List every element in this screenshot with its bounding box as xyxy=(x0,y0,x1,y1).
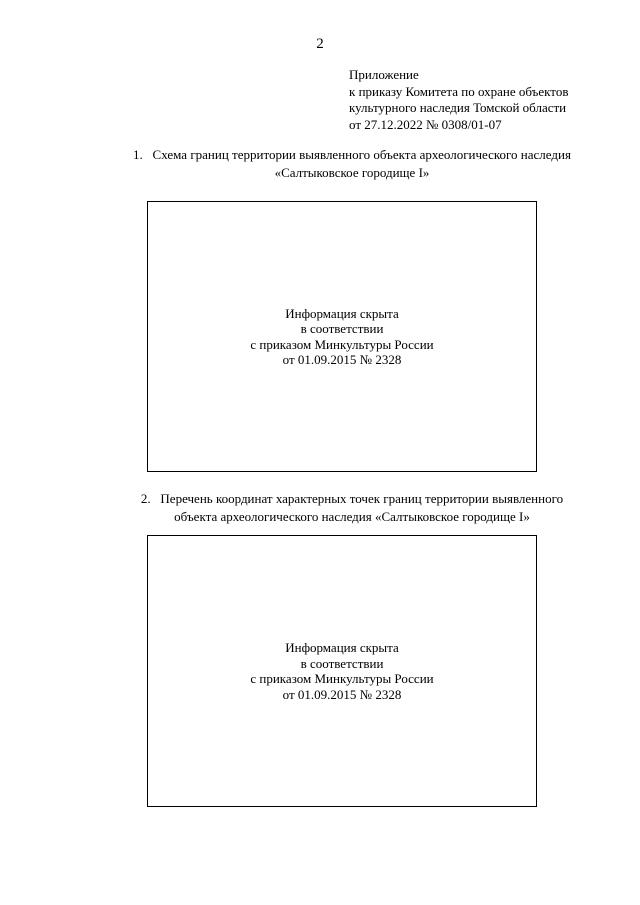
notice-line: от 01.09.2015 № 2328 xyxy=(282,352,402,367)
section-1-title: Схема границ территории выявленного объекта археологического наследия xyxy=(152,147,571,162)
section-2-number: 2. xyxy=(140,491,151,506)
section-2-heading-line-1 xyxy=(96,490,608,508)
appendix-line: к приказу Комитета по охране объектов xyxy=(349,83,569,99)
section-1-heading-line-2: «Салтыковское городище I» xyxy=(274,165,430,180)
section-2-hidden-info-box xyxy=(147,535,537,807)
section-2-heading-line-2: объекта археологического наследия «Салтыковское городище I» xyxy=(174,509,530,524)
notice-line: Информация скрыта xyxy=(285,305,399,321)
notice-line: в соответствии xyxy=(300,321,384,336)
appendix-line: Приложение xyxy=(349,67,419,82)
section-2-title: Перечень координат характерных точек границ территории выявленного xyxy=(160,491,564,506)
appendix-line: культурного наследия Томской области xyxy=(349,100,567,115)
appendix-header xyxy=(349,67,568,133)
section-1-number: 1. xyxy=(133,147,143,162)
appendix-line: от 27.12.2022 № 0308/01-07 xyxy=(349,116,502,132)
section-1-heading-line-1 xyxy=(96,146,608,164)
hidden-info-notice xyxy=(250,306,433,368)
hidden-info-notice xyxy=(250,640,433,702)
notice-line: от 01.09.2015 № 2328 xyxy=(282,686,402,702)
notice-line: Информация скрыта xyxy=(285,640,399,655)
notice-line: в соответствии xyxy=(300,655,384,671)
notice-line: с приказом Минкультуры России xyxy=(250,336,434,352)
section-1-heading xyxy=(96,146,608,182)
notice-line: с приказом Минкультуры России xyxy=(250,671,434,686)
page-number: 2 xyxy=(316,36,324,52)
section-1-hidden-info-box xyxy=(147,201,537,472)
section-2-heading xyxy=(96,490,608,526)
